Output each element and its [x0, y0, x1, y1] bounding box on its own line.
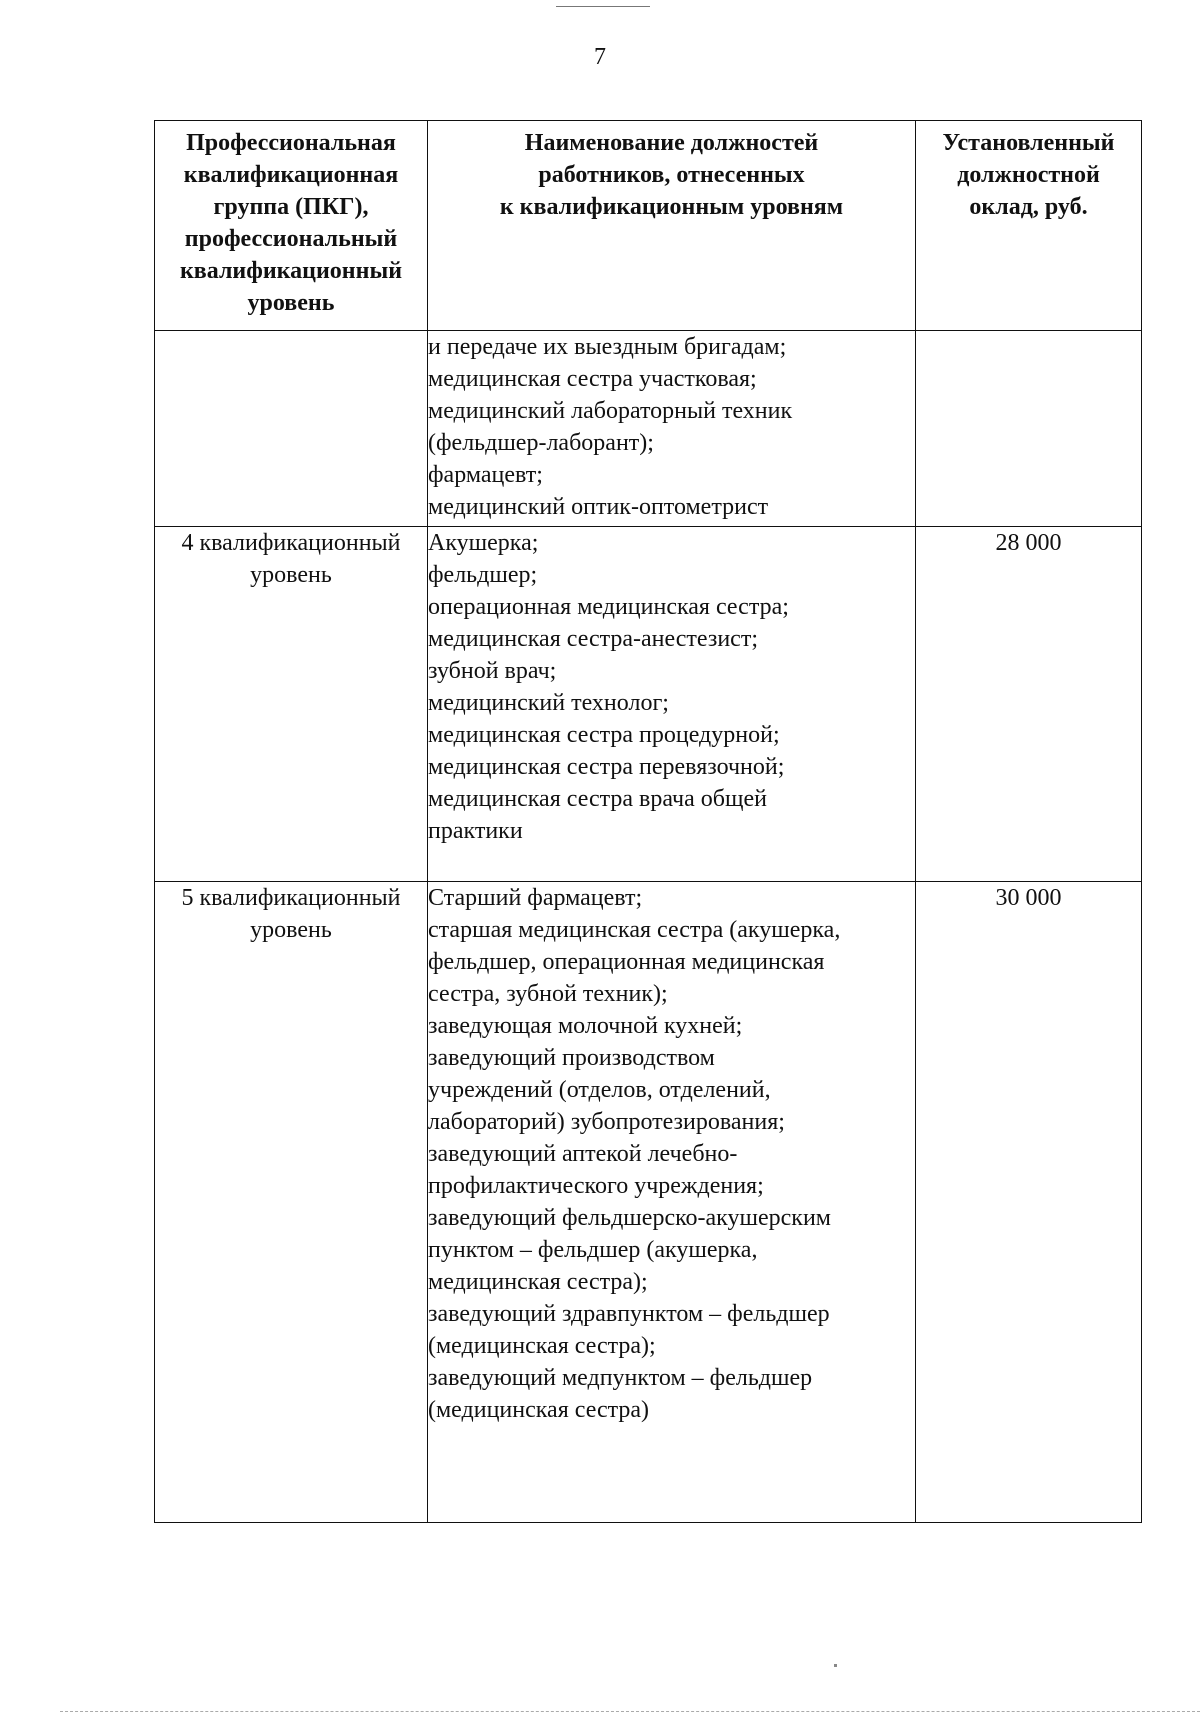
header-position-names — [428, 121, 916, 331]
table-row — [155, 527, 1142, 882]
salary-cell: 30 000 — [916, 882, 1142, 1523]
position-name: (фельдшер-лаборант); — [428, 430, 654, 456]
position-name: медицинская сестра-анестезист; — [428, 626, 758, 652]
salary-cell: 28 000 — [916, 527, 1142, 882]
header-line: квалификационный — [179, 258, 403, 284]
level-cell — [155, 331, 428, 527]
position-name: заведующий медпунктом – фельдшер — [428, 1365, 813, 1391]
position-name: профилактического учреждения; — [428, 1173, 764, 1199]
scan-speck — [834, 1664, 837, 1667]
level-cell — [155, 882, 428, 1523]
header-line: Наименование должностей — [524, 130, 819, 156]
level-cell — [155, 527, 428, 882]
position-name: фармацевт; — [428, 462, 543, 488]
position-name: операционная медицинская сестра; — [428, 594, 789, 620]
level-label: уровень — [250, 917, 332, 943]
table-row — [155, 331, 1142, 527]
position-name: фельдшер, операционная медицинская — [428, 949, 825, 975]
header-line: оклад, руб. — [969, 194, 1088, 220]
position-name: заведующий здравпунктом – фельдшер — [428, 1301, 830, 1327]
salary-cell — [916, 331, 1142, 527]
position-name: пунктом – фельдшер (акушерка, — [428, 1237, 758, 1263]
names-cell — [428, 331, 916, 527]
header-line: квалификационная — [183, 162, 399, 188]
position-name: (медицинская сестра) — [428, 1397, 650, 1423]
position-name: старшая медицинская сестра (акушерка, — [428, 917, 841, 943]
level-label: 5 квалификационный — [181, 885, 401, 911]
position-name: медицинская сестра участковая; — [428, 366, 757, 392]
header-line: уровень — [247, 290, 335, 316]
position-name: лабораторий) зубопротезирования; — [428, 1109, 785, 1135]
level-label: 4 квалификационный — [181, 530, 401, 556]
header-line: Установленный — [942, 130, 1115, 156]
header-line: профессиональный — [184, 226, 398, 252]
position-name: Старший фармацевт; — [428, 885, 643, 911]
position-name: и передаче их выездным бригадам; — [428, 334, 787, 360]
position-name: учреждений (отделов, отделений, — [428, 1077, 771, 1103]
position-name: фельдшер; — [428, 562, 538, 588]
top-edge-line — [556, 6, 650, 7]
header-salary — [916, 121, 1142, 331]
header-row — [155, 121, 1142, 331]
qualification-table — [154, 120, 1142, 1523]
position-name: практики — [428, 818, 523, 844]
position-name: медицинский лабораторный техник — [428, 398, 793, 424]
position-name: заведующий производством — [428, 1045, 715, 1071]
position-name: медицинский технолог; — [428, 690, 669, 716]
table-row — [155, 882, 1142, 1523]
header-pkg-level — [155, 121, 428, 331]
position-name: Акушерка; — [428, 530, 539, 556]
position-name: медицинская сестра); — [428, 1269, 648, 1295]
page-number: 7 — [594, 44, 606, 70]
position-name: зубной врач; — [428, 658, 557, 684]
position-name: медицинский оптик-оптометрист — [428, 494, 769, 520]
bottom-edge-line — [60, 1711, 1200, 1712]
header-line: группа (ПКГ), — [213, 194, 369, 220]
header-line: Профессиональная — [186, 130, 396, 156]
names-cell — [428, 527, 916, 882]
position-name: сестра, зубной техник); — [428, 981, 668, 1007]
position-name: медицинская сестра перевязочной; — [428, 754, 785, 780]
position-name: заведующий аптекой лечебно- — [428, 1141, 738, 1167]
header-line: должностной — [957, 162, 1100, 188]
position-name: медицинская сестра врача общей — [428, 786, 767, 812]
header-line: к квалификационным уровням — [499, 194, 844, 220]
level-label: уровень — [250, 562, 332, 588]
position-name: заведующая молочной кухней; — [428, 1013, 743, 1039]
header-line: работников, отнесенных — [538, 162, 805, 188]
position-name: медицинская сестра процедурной; — [428, 722, 780, 748]
position-name: (медицинская сестра); — [428, 1333, 656, 1359]
position-name: заведующий фельдшерско-акушерским — [428, 1205, 831, 1231]
names-cell — [428, 882, 916, 1523]
